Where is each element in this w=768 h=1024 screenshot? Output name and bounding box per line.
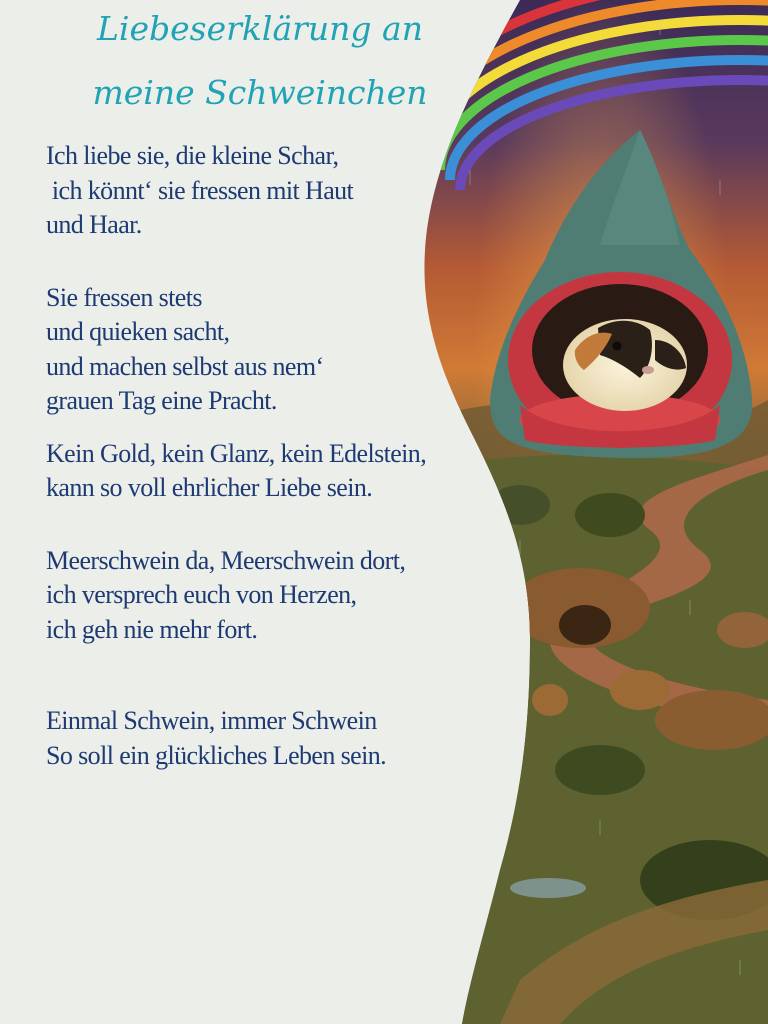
poem-line: grauen Tag eine Pracht. bbox=[46, 386, 277, 415]
poem-body bbox=[46, 139, 426, 773]
poem-line: Ich liebe sie, die kleine Schar, bbox=[46, 141, 339, 170]
stanza-4 bbox=[46, 544, 426, 648]
guinea-pig-icon bbox=[563, 319, 687, 411]
poem-line: kann so voll ehrlicher Liebe sein. bbox=[46, 473, 373, 502]
poem-title-line-1: Liebeserklärung an bbox=[97, 9, 423, 48]
poem-line: So soll ein glückliches Leben sein. bbox=[46, 740, 387, 770]
poem-line: Sie fressen stets bbox=[46, 282, 202, 312]
stanza-1 bbox=[46, 139, 426, 243]
poem-line: und machen selbst aus nem‘ bbox=[46, 351, 324, 381]
stanza-2 bbox=[46, 281, 426, 419]
poem-line: ich geh nie mehr fort. bbox=[46, 614, 258, 644]
poem-line: Einmal Schwein, immer Schwein bbox=[46, 706, 377, 735]
stanza-5 bbox=[46, 704, 426, 773]
poem-line: ich versprech euch von Herzen, bbox=[46, 580, 357, 609]
poem-line: Meerschwein da, Meerschwein dort, bbox=[46, 545, 406, 575]
poem-line: und quieken sacht, bbox=[46, 317, 230, 346]
poem-title-line-2: meine Schweinchen bbox=[92, 73, 428, 112]
poem-line: ich könnt‘ sie fressen mit Haut bbox=[46, 175, 354, 205]
poem-line: und Haar. bbox=[46, 210, 142, 239]
poem-line: Kein Gold, kein Glanz, kein Edelstein, bbox=[46, 438, 427, 468]
stanza-3 bbox=[46, 437, 426, 506]
